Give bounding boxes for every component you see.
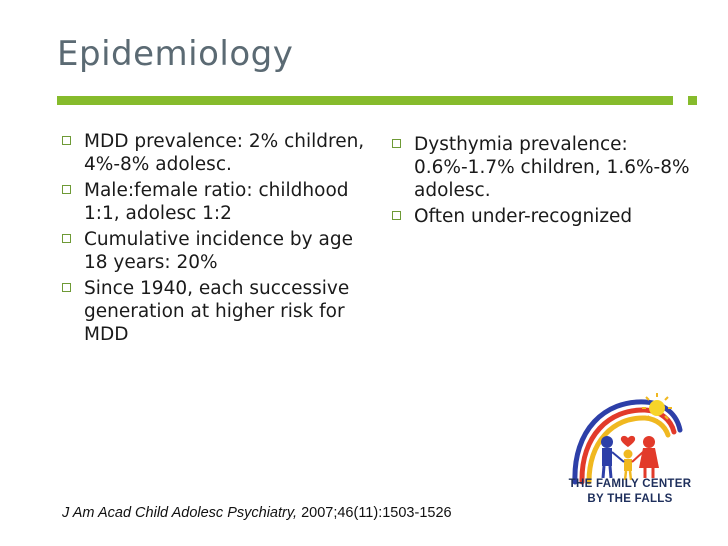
bullet-text: Male:female ratio: childhood 1:1, adolesc 1:2 xyxy=(84,180,349,224)
bullet-item xyxy=(392,205,692,228)
bullet-item xyxy=(62,130,372,176)
bullet-item xyxy=(62,277,372,346)
citation xyxy=(62,505,452,521)
heart-icon xyxy=(621,436,635,447)
bullet-item xyxy=(62,228,372,274)
citation-journal: J Am Acad Child Adolesc Psychiatry, xyxy=(62,505,298,521)
logo-line-2: BY THE FALLS xyxy=(587,493,673,505)
bullet-text: Dysthymia prevalence: 0.6%-1.7% children, 1.6%-8% adolesc. xyxy=(414,134,690,201)
square-bullet-icon xyxy=(392,139,401,148)
right-column xyxy=(392,133,692,231)
square-bullet-icon xyxy=(62,283,71,292)
square-bullet-icon xyxy=(392,211,401,220)
citation-details: 2007;46(11):1503-1526 xyxy=(297,505,452,521)
bullet-item xyxy=(392,133,692,202)
bullet-text: Since 1940, each successive generation at higher risk for MDD xyxy=(84,278,350,345)
right-bullet-list xyxy=(392,133,692,228)
square-bullet-icon xyxy=(62,136,71,145)
logo-line-1: THE FAMILY CENTER xyxy=(568,478,692,490)
title-accent-square xyxy=(688,96,697,105)
square-bullet-icon xyxy=(62,185,71,194)
logo-text xyxy=(560,477,700,507)
bullet-text: Often under-recognized xyxy=(414,206,633,227)
bullet-text: Cumulative incidence by age 18 years: 20% xyxy=(84,229,353,273)
title-accent-bar xyxy=(57,96,673,105)
bullet-text: MDD prevalence: 2% children, 4%-8% adolesc. xyxy=(84,131,365,175)
left-column xyxy=(62,130,372,349)
bullet-item xyxy=(62,179,372,225)
square-bullet-icon xyxy=(62,234,71,243)
slide-title: Epidemiology xyxy=(57,34,294,74)
left-bullet-list xyxy=(62,130,372,346)
